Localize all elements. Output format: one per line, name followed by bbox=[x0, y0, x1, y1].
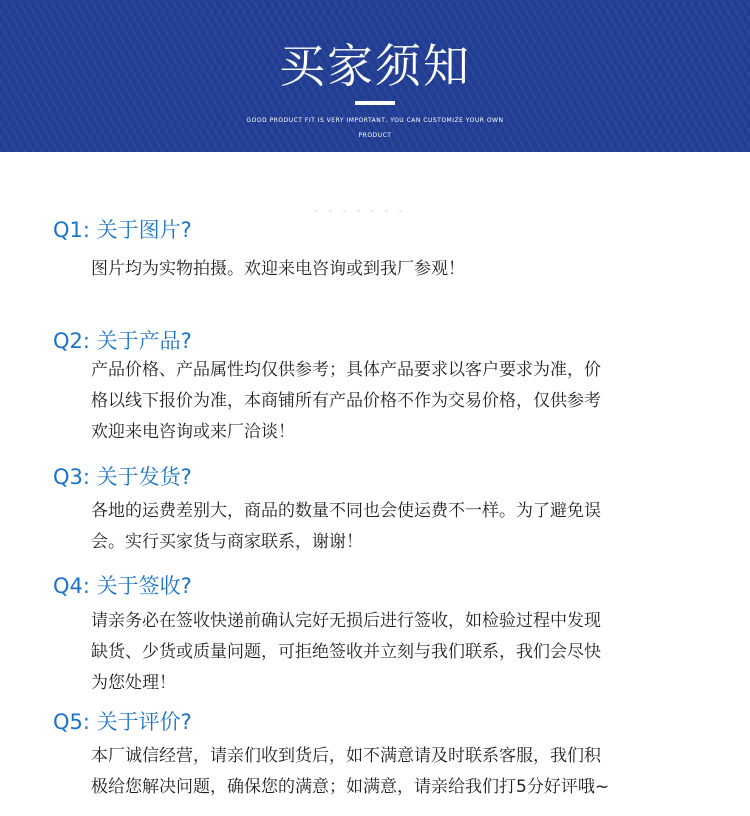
banner-subtitle-line-1: GOOD PRODUCT FIT IS VERY IMPORTANT, YOU CAN CUSTOMIZE YOUR OWN bbox=[246, 117, 504, 124]
answer-2-line-1: 产品价格、产品属性均仅供参考；具体产品要求以客户要求为准，价 bbox=[91, 360, 601, 380]
title-underline bbox=[355, 101, 395, 105]
answer-1-line-1: 图片均为实物拍摄。欢迎来电咨询或到我厂参观！ bbox=[91, 259, 465, 279]
answer-4 bbox=[91, 606, 706, 699]
header-banner bbox=[0, 0, 750, 152]
question-4: Q4: 关于签收? bbox=[53, 574, 192, 598]
answer-5-line-2: 极给您解决问题，确保您的满意；如满意，请亲给我们打5分好评哦~ bbox=[91, 777, 610, 797]
answer-3-line-1: 各地的运费差别大，商品的数量不同也会使运费不一样。为了避免误 bbox=[91, 501, 601, 521]
answer-3 bbox=[91, 496, 706, 558]
question-2: Q2: 关于产品? bbox=[53, 329, 192, 353]
question-3: Q3: 关于发货? bbox=[53, 465, 192, 489]
answer-2-line-2: 格以线下报价为准，本商铺所有产品价格不作为交易价格，仅供参考 bbox=[91, 391, 601, 411]
banner-title: 买家须知 bbox=[279, 39, 471, 93]
answer-4-line-3: 为您处理！ bbox=[91, 673, 176, 693]
answer-5-line-1: 本厂诚信经营，请亲们收到货后，如不满意请及时联系客服，我们积 bbox=[91, 746, 601, 766]
question-5: Q5: 关于评价? bbox=[53, 710, 192, 734]
answer-2-line-3: 欢迎来电咨询或来厂洽谈！ bbox=[91, 422, 295, 442]
question-1: Q1: 关于图片? bbox=[53, 218, 192, 242]
answer-1 bbox=[91, 254, 706, 285]
answer-5 bbox=[91, 741, 706, 803]
banner-subtitle-line-2: PRODUCT bbox=[358, 132, 392, 139]
answer-4-line-2: 缺货、少货或质量问题，可拒绝签收并立刻与我们联系，我们会尽快 bbox=[91, 642, 601, 662]
decorative-dots bbox=[315, 208, 415, 214]
answer-2 bbox=[91, 355, 706, 448]
answer-3-line-2: 会。实行买家货与商家联系，谢谢！ bbox=[91, 532, 363, 552]
banner-subtitle bbox=[0, 113, 750, 143]
answer-4-line-1: 请亲务必在签收快递前确认完好无损后进行签收，如检验过程中发现 bbox=[91, 611, 601, 631]
